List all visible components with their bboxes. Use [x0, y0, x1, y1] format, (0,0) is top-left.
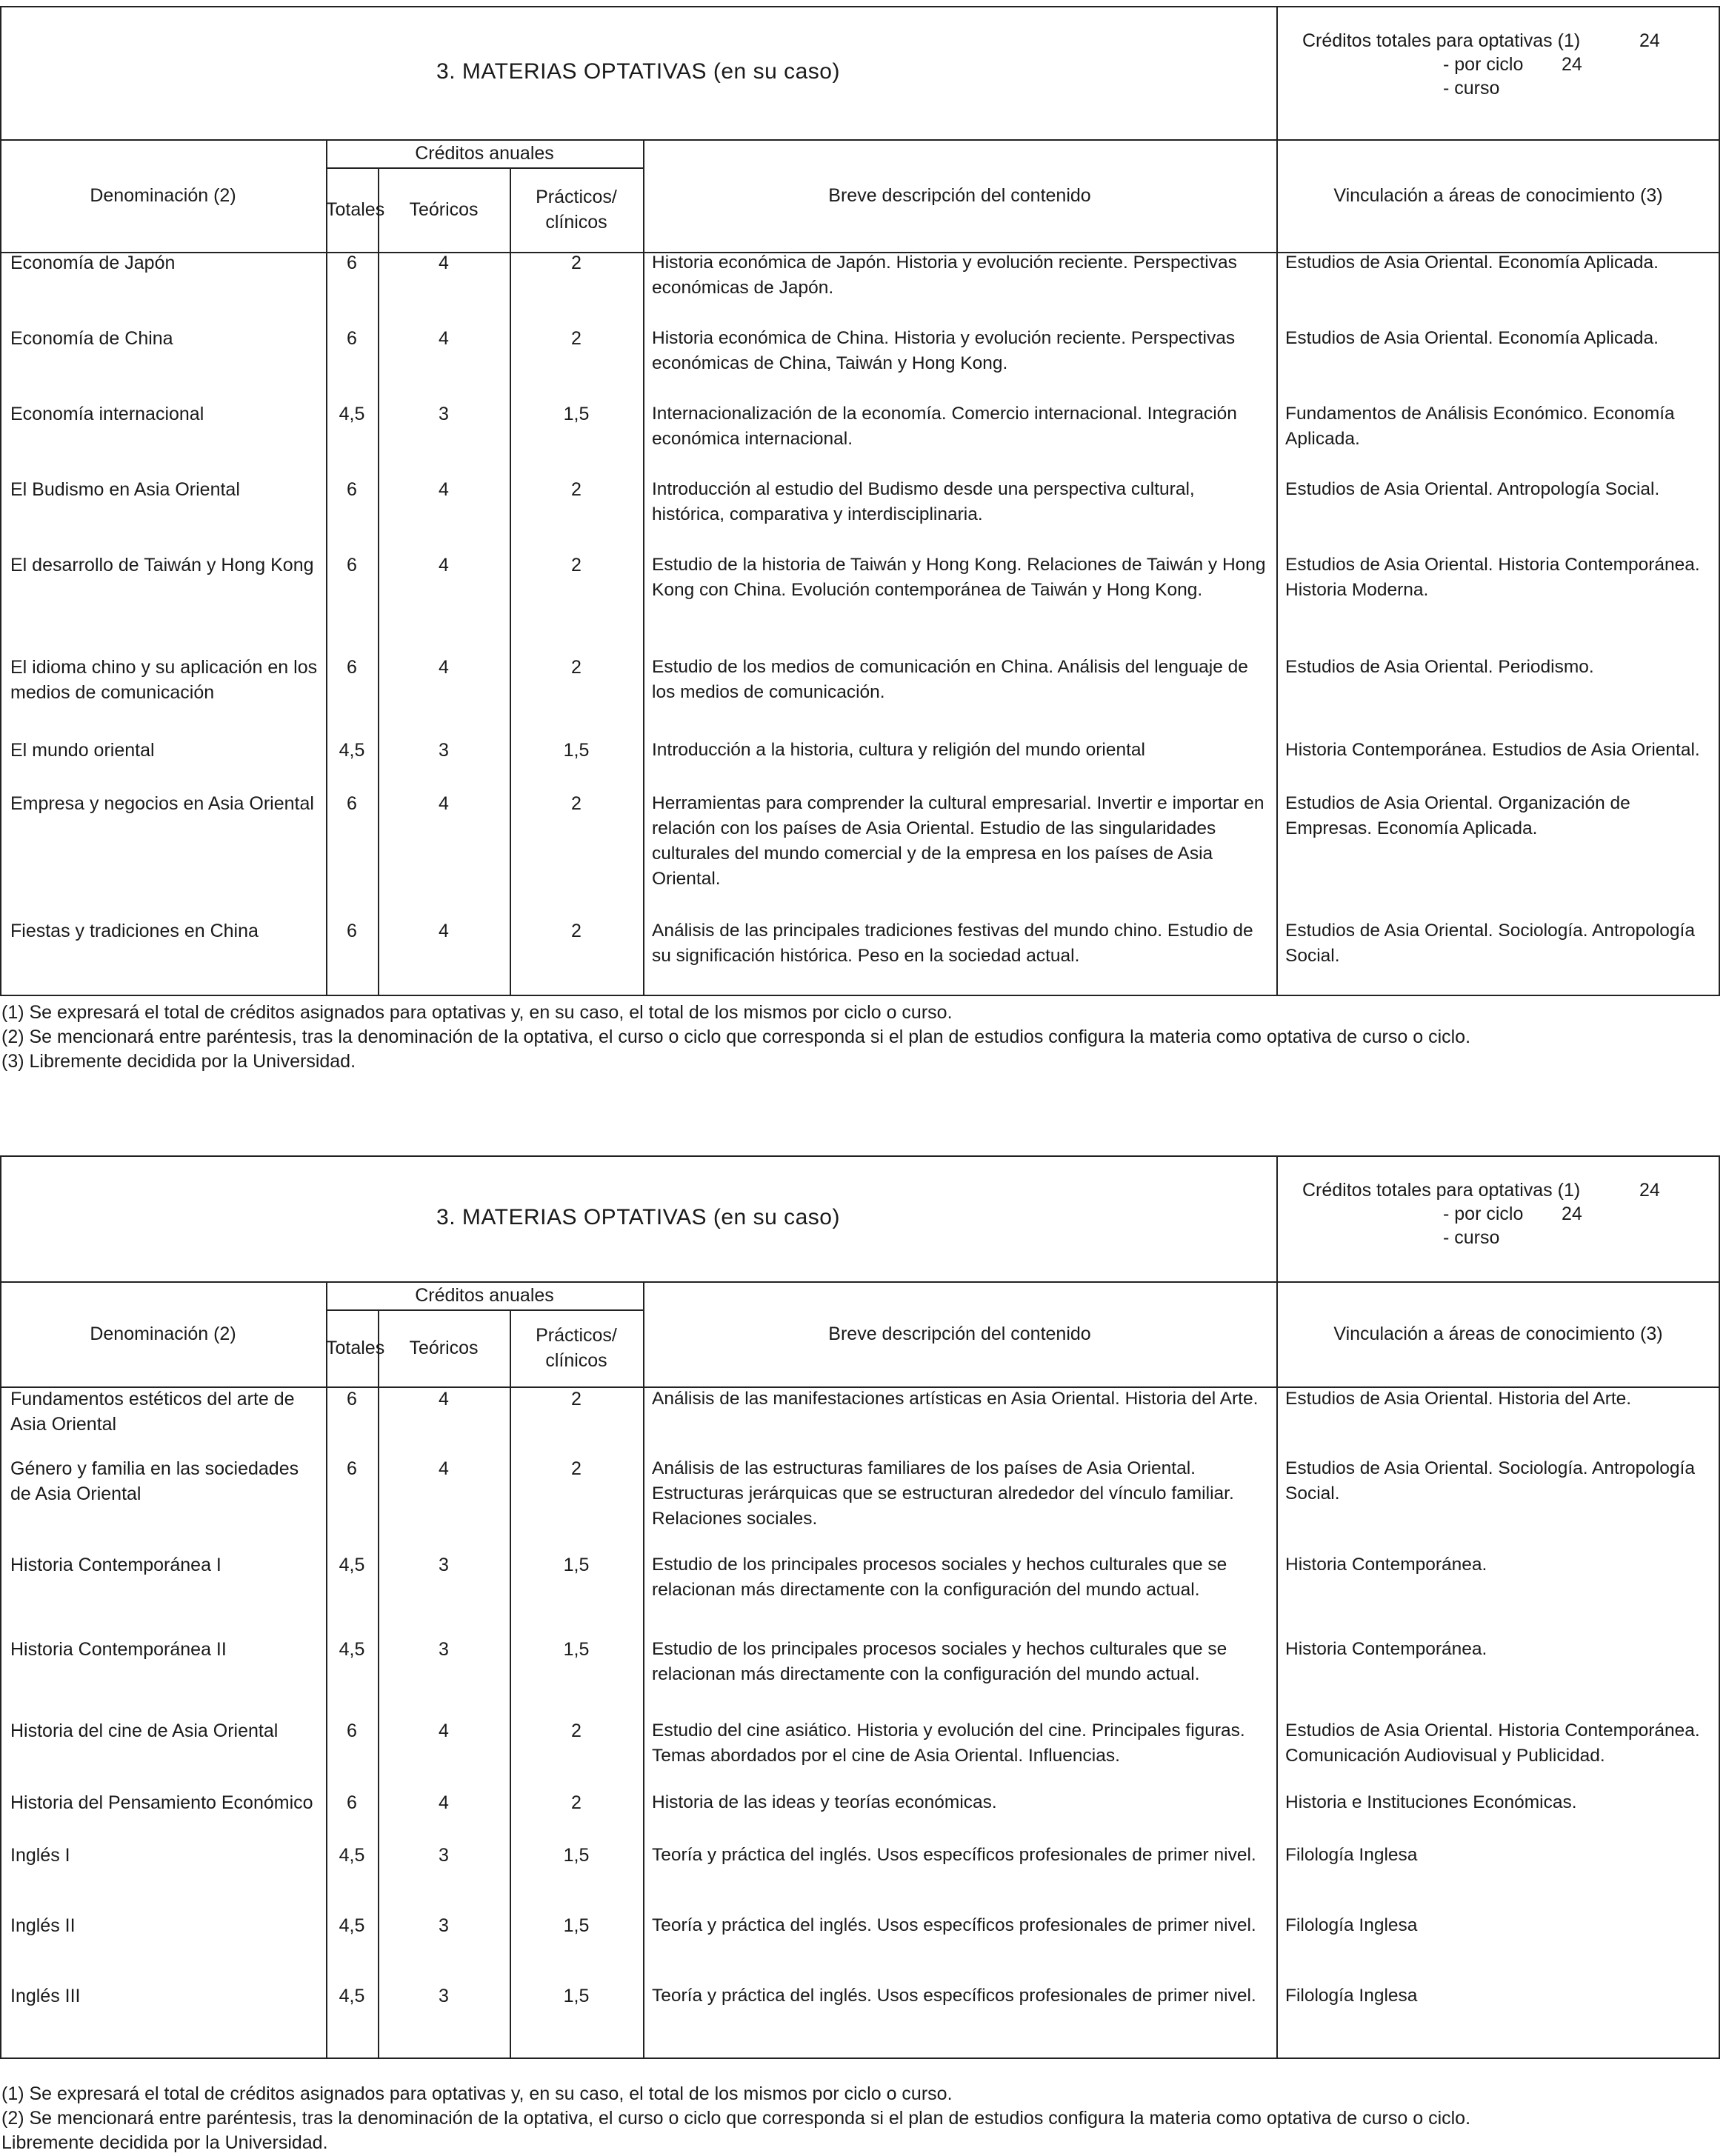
section-title: 3. MATERIAS OPTATIVAS (en su caso) [436, 59, 840, 84]
subject-name: El desarrollo de Taiwán y Hong Kong [10, 555, 314, 575]
credits-practice: 1,5 [563, 404, 590, 424]
subject-name: Economía de China [10, 328, 173, 349]
knowledge-areas: Filología Inglesa [1285, 1845, 1418, 1865]
credits-ciclo-label: - por ciclo [1443, 1204, 1524, 1224]
credits-practice: 1,5 [563, 1639, 590, 1660]
knowledge-areas: Historia e Instituciones Económicas. [1285, 1792, 1577, 1812]
credits-theory: 3 [439, 1845, 449, 1866]
credits-practice: 1,5 [563, 740, 590, 761]
credits-practice: 2 [571, 555, 582, 575]
credits-theory: 4 [439, 793, 449, 814]
header-denominacion: Denominación (2) [90, 1324, 236, 1344]
content-description: Estudio de los medios de comunicación en China. Análisis del lenguaje de los medios de comunicación. [652, 657, 1248, 702]
content-description: Historia económica de China. Historia y evolución reciente. Perspectivas económicas de China, Taiwán y Hong Kong. [652, 328, 1236, 373]
subject-name: El idioma chino y su aplicación en los medios de comunicación [10, 657, 318, 703]
header-vinculacion: Vinculación a áreas de conocimiento (3) [1333, 1324, 1663, 1344]
knowledge-areas: Historia Contemporánea. [1285, 1639, 1487, 1659]
header-creditos-anuales: Créditos anuales [415, 1285, 554, 1306]
credits-ciclo-label: - por ciclo [1443, 54, 1524, 75]
credits-total: 4,5 [339, 1639, 365, 1660]
subject-name: Inglés III [10, 1986, 81, 2006]
footnote: (1) Se expresará el total de créditos asignados para optativas y, en su caso, el total de los mismos por ciclo o curso. [1, 1002, 953, 1023]
knowledge-areas: Estudios de Asia Oriental. Antropología Social. [1285, 479, 1660, 499]
knowledge-areas: Estudios de Asia Oriental. Economía Aplicada. [1285, 328, 1659, 348]
credits-total: 6 [347, 479, 357, 500]
credits-practice: 2 [571, 793, 582, 814]
content-description: Teoría y práctica del inglés. Usos específicos profesionales de primer nivel. [652, 1845, 1256, 1865]
subject-name: El Budismo en Asia Oriental [10, 479, 240, 500]
content-description: Introducción al estudio del Budismo desde una perspectiva cultural, histórica, comparativa y interdisciplinaria. [652, 479, 1195, 524]
header-descripcion: Breve descripción del contenido [828, 1324, 1091, 1344]
content-description: Análisis de las estructuras familiares de los países de Asia Oriental. Estructuras jerárquicas que se estructuran alrededor del vínculo familiar. Relaciones sociales. [652, 1458, 1234, 1529]
credits-total: 6 [347, 555, 357, 575]
subject-name: Fiestas y tradiciones en China [10, 921, 259, 941]
section-title: 3. MATERIAS OPTATIVAS (en su caso) [436, 1205, 840, 1229]
subject-name: Historia Contemporánea I [10, 1555, 221, 1575]
credits-practice: 2 [571, 921, 582, 941]
footnote: (2) Se mencionará entre paréntesis, tras la denominación de la optativa, el curso o ciclo que corresponda si el plan de estudios configura la materia como optativa de curso o ciclo. [1, 1027, 1471, 1047]
content-description: Internacionalización de la economía. Comercio internacional. Integración económica internacional. [652, 404, 1237, 449]
credits-practice: 2 [571, 1792, 582, 1813]
credits-practice: 2 [571, 657, 582, 678]
credits-total-label: Créditos totales para optativas (1) [1302, 30, 1581, 51]
credits-ciclo-value: 24 [1562, 54, 1582, 75]
column-rule [643, 1281, 644, 2059]
credits-practice: 1,5 [563, 1555, 590, 1575]
content-description: Historia económica de Japón. Historia y evolución reciente. Perspectivas económicas de Japón. [652, 253, 1237, 298]
knowledge-areas: Fundamentos de Análisis Económico. Economía Aplicada. [1285, 404, 1675, 449]
header-practicos: Prácticos/ clínicos [536, 1325, 617, 1371]
credits-theory: 4 [439, 479, 449, 500]
credits-total: 6 [347, 1792, 357, 1813]
knowledge-areas: Estudios de Asia Oriental. Historia Contemporánea. Comunicación Audiovisual y Publicidad. [1285, 1721, 1700, 1766]
footnote: (2) Se mencionará entre paréntesis, tras la denominación de la optativa, el curso o ciclo que corresponda si el plan de estudios configura la materia como optativa de curso o ciclo. [1, 2108, 1471, 2129]
content-description: Estudio de los principales procesos sociales y hechos culturales que se relacionan más directamente con la configuración del mundo actual. [652, 1555, 1227, 1600]
credits-practice: 2 [571, 479, 582, 500]
knowledge-areas: Estudios de Asia Oriental. Periodismo. [1285, 657, 1594, 677]
header-totales: Totales [326, 1338, 385, 1358]
credits-theory: 4 [439, 253, 449, 273]
column-rule [1276, 1281, 1278, 2059]
subject-name: Empresa y negocios en Asia Oriental [10, 793, 314, 814]
knowledge-areas: Filología Inglesa [1285, 1986, 1418, 2006]
credits-curso-label: - curso [1443, 78, 1500, 99]
credits-practice: 1,5 [563, 1986, 590, 2006]
credits-total: 4,5 [339, 1845, 365, 1866]
credits-total: 6 [347, 328, 357, 349]
credits-theory: 3 [439, 1986, 449, 2006]
credits-total: 4,5 [339, 1915, 365, 1936]
credits-practice: 2 [571, 253, 582, 273]
content-description: Herramientas para comprender la cultural empresarial. Invertir e importar en relación con los países de Asia Oriental. Estudio de las singularidades culturales del mundo comercial y de la empresa en los países de Asia Oriental. [652, 793, 1264, 889]
knowledge-areas: Estudios de Asia Oriental. Historia del Arte. [1285, 1389, 1632, 1409]
content-description: Teoría y práctica del inglés. Usos específicos profesionales de primer nivel. [652, 1915, 1256, 1935]
credits-ciclo-value: 24 [1562, 1204, 1582, 1224]
content-description: Teoría y práctica del inglés. Usos específicos profesionales de primer nivel. [652, 1986, 1256, 2006]
header-practicos: Prácticos/ clínicos [536, 187, 617, 233]
knowledge-areas: Estudios de Asia Oriental. Economía Aplicada. [1285, 253, 1659, 273]
header-creditos-anuales: Créditos anuales [415, 143, 554, 164]
knowledge-areas: Historia Contemporánea. Estudios de Asia Oriental. [1285, 740, 1700, 760]
knowledge-areas: Estudios de Asia Oriental. Historia Contemporánea. Historia Moderna. [1285, 555, 1700, 600]
header-teoricos: Teóricos [409, 1338, 479, 1358]
content-description: Historia de las ideas y teorías económicas. [652, 1792, 997, 1812]
credits-theory: 4 [439, 657, 449, 678]
credits-practice: 2 [571, 1389, 582, 1409]
title-divider [1276, 1155, 1278, 1281]
subject-name: Economía de Japón [10, 253, 176, 273]
table-rule [0, 1281, 1720, 1283]
credits-theory: 4 [439, 555, 449, 575]
credits-total: 6 [347, 793, 357, 814]
footnote: (1) Se expresará el total de créditos asignados para optativas y, en su caso, el total de los mismos por ciclo o curso. [1, 2083, 953, 2104]
subject-name: Fundamentos estéticos del arte de Asia Oriental [10, 1389, 295, 1435]
credits-theory: 4 [439, 1458, 449, 1479]
subject-name: Género y familia en las sociedades de Asia Oriental [10, 1458, 299, 1504]
footnote: Libremente decidida por la Universidad. [1, 2132, 328, 2153]
credits-practice: 2 [571, 328, 582, 349]
credits-theory: 3 [439, 1639, 449, 1660]
knowledge-areas: Estudios de Asia Oriental. Organización de Empresas. Economía Aplicada. [1285, 793, 1630, 838]
subject-name: Inglés II [10, 1915, 76, 1936]
content-description: Introducción a la historia, cultura y religión del mundo oriental [652, 740, 1145, 760]
credits-total: 6 [347, 1458, 357, 1479]
header-teoricos: Teóricos [409, 199, 479, 220]
credits-theory: 4 [439, 1792, 449, 1813]
subject-name: Economía internacional [10, 404, 204, 424]
content-description: Análisis de las manifestaciones artísticas en Asia Oriental. Historia del Arte. [652, 1389, 1259, 1409]
credits-total: 6 [347, 253, 357, 273]
credits-practice: 1,5 [563, 1915, 590, 1936]
header-vinculacion: Vinculación a áreas de conocimiento (3) [1333, 185, 1663, 206]
credits-practice: 2 [571, 1721, 582, 1741]
knowledge-areas: Historia Contemporánea. [1285, 1555, 1487, 1575]
credits-curso-label: - curso [1443, 1227, 1500, 1248]
knowledge-areas: Estudios de Asia Oriental. Sociología. Antropología Social. [1285, 1458, 1695, 1503]
subject-name: Inglés I [10, 1845, 70, 1866]
header-descripcion: Breve descripción del contenido [828, 185, 1091, 206]
credits-theory: 3 [439, 740, 449, 761]
credits-total: 6 [347, 921, 357, 941]
content-description: Estudio del cine asiático. Historia y evolución del cine. Principales figuras. Temas abordados por el cine de Asia Oriental. Influencias. [652, 1721, 1245, 1766]
subject-name: Historia del cine de Asia Oriental [10, 1721, 279, 1741]
credits-theory: 3 [439, 1555, 449, 1575]
content-description: Análisis de las principales tradiciones festivas del mundo chino. Estudio de su significación histórica. Peso en la sociedad actual. [652, 921, 1253, 966]
credits-total: 4,5 [339, 404, 365, 424]
credits-total: 6 [347, 657, 357, 678]
credits-total: 4,5 [339, 740, 365, 761]
column-rule [510, 1309, 511, 2059]
knowledge-areas: Estudios de Asia Oriental. Sociología. Antropología Social. [1285, 921, 1695, 966]
credits-total-label: Créditos totales para optativas (1) [1302, 1180, 1581, 1201]
credits-theory: 3 [439, 404, 449, 424]
credits-total: 4,5 [339, 1986, 365, 2006]
subject-name: Historia del Pensamiento Económico [10, 1792, 313, 1813]
knowledge-areas: Filología Inglesa [1285, 1915, 1418, 1935]
credits-theory: 4 [439, 921, 449, 941]
header-totales: Totales [326, 199, 385, 220]
credits-theory: 4 [439, 1389, 449, 1409]
credits-total: 6 [347, 1721, 357, 1741]
credits-subheader-rule [326, 1309, 643, 1311]
content-description: Estudio de la historia de Taiwán y Hong Kong. Relaciones de Taiwán y Hong Kong con China. Evolución contemporánea de Taiwán y Hong Kong. [652, 555, 1266, 600]
credits-theory: 4 [439, 1721, 449, 1741]
subject-name: El mundo oriental [10, 740, 155, 761]
credits-total-value: 24 [1639, 30, 1660, 51]
footnote: (3) Libremente decidida por la Universidad. [1, 1051, 356, 1072]
content-description: Estudio de los principales procesos sociales y hechos culturales que se relacionan más directamente con la configuración del mundo actual. [652, 1639, 1227, 1684]
credits-total-value: 24 [1639, 1180, 1660, 1201]
credits-total: 6 [347, 1389, 357, 1409]
subject-name: Historia Contemporánea II [10, 1639, 227, 1660]
credits-total: 4,5 [339, 1555, 365, 1575]
credits-theory: 3 [439, 1915, 449, 1936]
header-denominacion: Denominación (2) [90, 185, 236, 206]
credits-practice: 1,5 [563, 1845, 590, 1866]
credits-theory: 4 [439, 328, 449, 349]
column-rule [378, 1309, 379, 2059]
credits-practice: 2 [571, 1458, 582, 1479]
